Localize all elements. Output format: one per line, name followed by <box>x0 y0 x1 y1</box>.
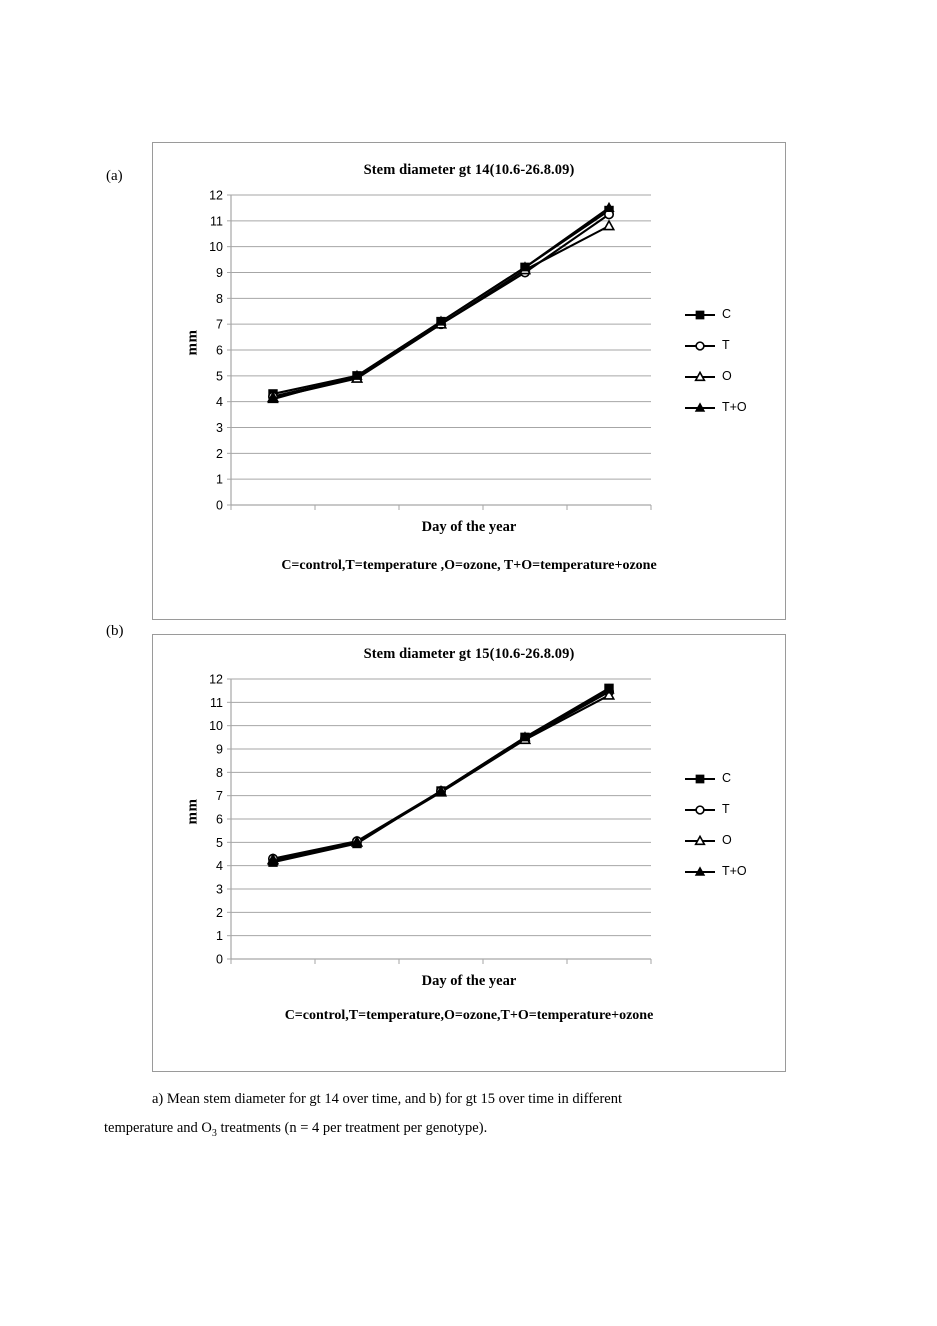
svg-text:3: 3 <box>216 882 223 897</box>
legend-marker-open-circle-icon <box>683 339 717 353</box>
svg-text:7: 7 <box>216 317 223 332</box>
svg-text:10.6.09 <box>252 972 294 973</box>
svg-text:9: 9 <box>216 266 223 280</box>
legend-marker-filled-triangle-icon <box>683 865 717 879</box>
svg-text:12: 12 <box>209 672 223 687</box>
y-axis-label-gt15: mm <box>184 798 201 825</box>
legend-item-t[interactable] <box>683 794 747 825</box>
legend-marker-filled-triangle-icon <box>683 401 717 415</box>
treatment-key-gt14: C=control,T=temperature ,O=ozone, T+O=temperature+ozone <box>281 558 657 573</box>
svg-text:0: 0 <box>216 498 223 513</box>
svg-text:11: 11 <box>210 695 223 710</box>
svg-text:06.8.09 <box>504 972 546 973</box>
svg-text:10.6.09 <box>252 518 294 519</box>
x-axis-title-gt15: Day of the year <box>421 973 517 989</box>
y-axis-label-gt14: mm <box>184 329 201 356</box>
legend-label: O <box>722 369 732 384</box>
legend-label: T <box>722 338 730 353</box>
svg-text:26.8.09 <box>588 972 630 973</box>
caption-line-2b: treatments (n = 4 per treatment per genotype). <box>216 1120 488 1136</box>
legend-item-c[interactable] <box>683 763 747 794</box>
legend-label: T+O <box>722 864 747 879</box>
legend-label: C <box>722 307 732 322</box>
svg-text:10: 10 <box>209 719 223 734</box>
chart-legend-gt14 <box>683 299 747 423</box>
legend-marker-open-circle-icon <box>683 803 717 817</box>
svg-text:11: 11 <box>210 214 223 229</box>
chart-title-gt15: Stem diameter gt 15(10.6-26.8.09) <box>363 646 575 662</box>
svg-text:1: 1 <box>216 472 223 487</box>
svg-text:3: 3 <box>216 421 223 435</box>
svg-text:22.6.09 <box>336 518 378 519</box>
panel-label-a: (a) <box>106 168 123 184</box>
legend-label: O <box>722 833 732 848</box>
legend-marker-filled-square-icon <box>683 308 717 322</box>
chart-panel-gt15 <box>152 634 786 1072</box>
svg-text:8: 8 <box>216 291 223 306</box>
legend-item-o[interactable] <box>683 361 747 392</box>
svg-text:16.7.09 <box>420 518 462 519</box>
legend-item-o[interactable] <box>683 825 747 856</box>
svg-text:5: 5 <box>216 369 223 384</box>
legend-item-tpluso[interactable] <box>683 392 747 423</box>
legend-marker-open-triangle-icon <box>683 834 717 848</box>
svg-text:5: 5 <box>216 835 223 850</box>
caption-line-2a: temperature and O <box>104 1120 212 1136</box>
legend-item-tpluso[interactable] <box>683 856 747 887</box>
legend-label: C <box>722 771 732 786</box>
caption-subscript: 3 <box>211 1127 217 1139</box>
legend-item-c[interactable] <box>683 299 747 330</box>
treatment-key-gt15: C=control,T=temperature,O=ozone,T+O=temperature+ozone <box>284 1008 654 1023</box>
svg-text:4: 4 <box>216 859 223 874</box>
svg-text:2: 2 <box>216 446 223 461</box>
legend-marker-open-triangle-icon <box>683 370 717 384</box>
x-axis-title-gt14: Day of the year <box>421 519 517 535</box>
svg-text:22.6.09 <box>336 972 378 973</box>
legend-label: T <box>722 802 730 817</box>
chart-legend-gt15 <box>683 763 747 887</box>
svg-text:10: 10 <box>209 240 223 255</box>
svg-text:6: 6 <box>216 812 223 827</box>
svg-text:6: 6 <box>216 343 223 358</box>
chart-title-gt14: Stem diameter gt 14(10.6-26.8.09) <box>363 162 575 178</box>
svg-text:12: 12 <box>209 188 223 203</box>
svg-text:26.8.09 <box>588 518 630 519</box>
svg-text:9: 9 <box>216 742 223 757</box>
svg-text:16.7.09 <box>420 972 462 973</box>
figure-caption <box>104 1085 834 1144</box>
svg-text:7: 7 <box>216 789 223 804</box>
svg-text:8: 8 <box>216 765 223 780</box>
svg-text:06.8.09 <box>504 518 546 519</box>
legend-label: T+O <box>722 400 747 415</box>
chart-panel-gt14 <box>152 142 786 620</box>
panel-label-b: (b) <box>106 623 124 639</box>
svg-text:2: 2 <box>216 905 223 920</box>
plot-area-gt15 <box>153 663 785 973</box>
legend-item-t[interactable] <box>683 330 747 361</box>
legend-marker-filled-square-icon <box>683 772 717 786</box>
plot-area-gt14 <box>153 179 785 519</box>
svg-text:4: 4 <box>216 395 223 410</box>
svg-text:1: 1 <box>216 929 223 944</box>
svg-text:0: 0 <box>216 952 223 967</box>
caption-line-1: a) Mean stem diameter for gt 14 over time, and b) for gt 15 over time in different <box>152 1091 623 1107</box>
